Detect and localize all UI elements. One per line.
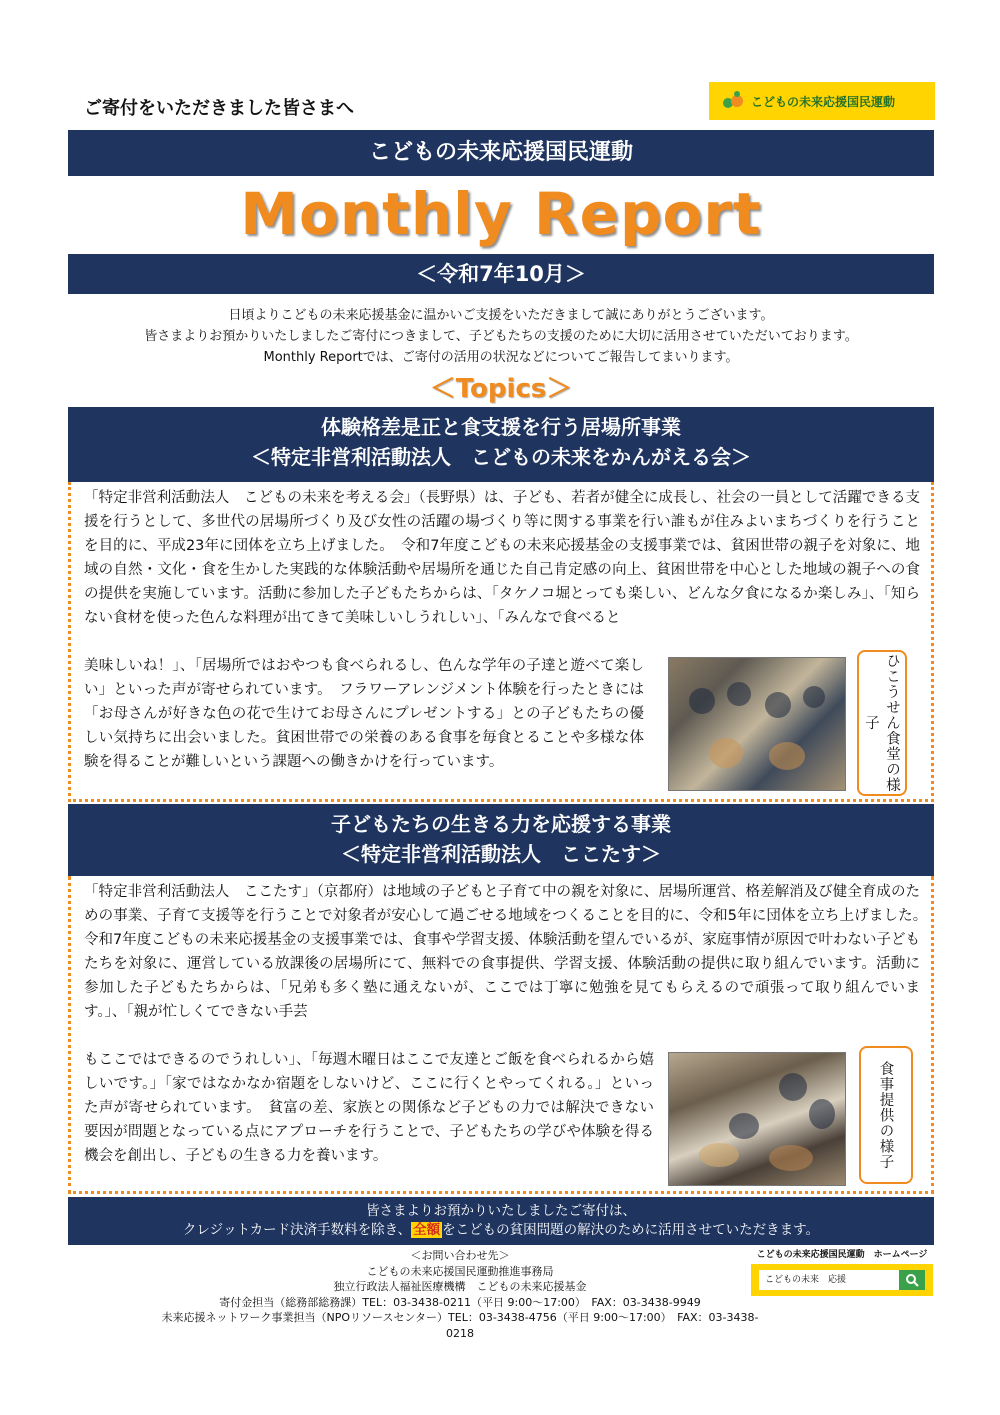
notice-text: クレジットカード決済手数料を除き、 <box>182 1222 412 1238</box>
donation-notice-bar <box>68 1197 934 1245</box>
greeting-heading: ご寄付をいただきました皆さまへ <box>84 98 354 119</box>
intro-text <box>68 305 934 368</box>
logo-icon <box>723 91 743 111</box>
section1-photo <box>668 657 846 791</box>
section2-photo <box>668 1052 846 1186</box>
contact-network-line: 未来応援ネットワーク事業担当（NPOリソースセンター）TEL：03-3438-4756（平日 9:00～17:00） FAX：03-3438-0218 <box>161 1311 759 1340</box>
logo-banner[interactable] <box>709 82 935 120</box>
homepage-label: こどもの未来応援国民運動 ホームページ <box>756 1250 928 1260</box>
section2-subtitle: ＜特定非営利活動法人 ここたす＞ <box>341 842 661 866</box>
section1-subtitle: ＜特定非営利活動法人 こどもの未来をかんがえる会＞ <box>251 445 751 469</box>
intro-line: 日頃よりこどもの未来応援基金に温かいご支援をいただきまして誠にありがとうございます。 <box>228 308 774 323</box>
highlight-full-amount: 全額 <box>413 1222 441 1238</box>
section2-header <box>68 804 934 876</box>
contact-org2: 独立行政法人福祉医療機構 こどもの未来応援基金 <box>333 1280 587 1293</box>
section2-body-bottom: もここではできるのでうれしい」、「毎週木曜日はここで友達とご飯を食べられるから嬉しいです。」「家ではなかなか宿題をしないけど、ここに行くとやってくれる。」といった声が寄せられています。 貧富の差、家族との関係など子どもの力では解決できない要因が問題となっている点にアプローチを行うことで、子どもたちの学びや体験を得る機会を創出し、子どもの生きる力を養います。 <box>84 1052 654 1164</box>
search-icon <box>905 1273 919 1287</box>
report-date-bar: ＜令和7年10月＞ <box>68 254 934 294</box>
contact-heading: ＜お問い合わせ先＞ <box>410 1249 510 1262</box>
logo-text: こどもの未来応援国民運動 <box>751 94 896 109</box>
contact-org1: こどもの未来応援国民運動推進事務局 <box>366 1264 554 1278</box>
intro-line: Monthly Reportでは、ご寄付の活用の状況などについてご報告してまいります。 <box>263 350 739 365</box>
section1-body-bottom: 美味しいね！」、「居場所ではおやつも食べられるし、色んな学年の子達と遊べて楽しい」といった声が寄せられています。 フラワーアレンジメント体験を行ったときには「お母さんが好きな色の花で生けてお母さんにプレゼントする」との子どもたちの優しい気持ちに出会いました。貧困世帯での栄養のある食事を毎食とることや多様な体験を得ることが難しいという課題への働きかけを行っています。 <box>84 658 644 770</box>
section2-title: 子どもたちの生きる力を応援する事業 <box>331 812 671 836</box>
section2-body-top: 「特定非営利活動法人 ここたす」（京都府）は地域の子どもと子育て中の親を対象に、居場所運営、格差解消及び健全育成のための事業、子育て支援等を行うことで対象者が安心して過ごせる地域をつくることを目的に、令和5年に団体を立ち上げました。 令和7年度こどもの未来応援基金の支援事業では、食事や学習支援、体験活動を望んでいるが、家庭事情が原因で叶わない子どもたちを対象に、運営している放課後の居場所にて、無料での食事提供、学習支援、体験活動の提供に取り組んでいます。活動に参加した子どもたちからは、「兄弟も多く塾に通えないが、ここでは丁寧に勉強を見てもらえるので頑張って取り組んでいます。」、「親が忙しくてできない手芸 <box>84 884 935 1020</box>
homepage-search-widget <box>751 1248 933 1296</box>
contact-info <box>160 1248 760 1341</box>
page-title: Monthly Report <box>240 180 762 248</box>
section1-body-top: 「特定非営利活動法人 こどもの未来を考える会」（長野県）は、子ども、若者が健全に成長し、社会の一員として活躍できる支援を行うとして、多世代の居場所づくり及び女性の活躍の場づくり等に関する事業を行い誰もが住みよいまちづくりを行うことを目的に、平成23年に団体を立ち上げました。 令和7年度こどもの未来応援基金の支援事業では、貧困世帯の親子を対象に、地域の自然・文化・食を生かした実践的な体験活動や居場所を通じた自己肯定感の向上、貧困世帯を中心とした地域の親子への食の提供を実施しています。活動に参加した子どもたちからは、「タケノコ堀とっても楽しい、どんな夕食になるか楽しみ」、「知らない食材を使った色んな料理が出てきて美味しいしうれしい」、「みんなで食べると <box>84 490 920 626</box>
topics-heading: ＜Topics＞ <box>429 374 573 404</box>
homepage-search-box[interactable] <box>751 1264 933 1296</box>
section1-header <box>68 407 934 482</box>
donation-notice-line1: 皆さまよりお預かりいたしましたご寄付は、 <box>366 1203 636 1219</box>
search-button[interactable] <box>899 1270 925 1290</box>
section1-title: 体験格差是正と食支援を行う居場所事業 <box>321 415 681 439</box>
contact-donation-line: 寄付金担当（総務部総務課）TEL：03-3438-0211（平日 9:00～17:00） FAX：03-3438-9949 <box>219 1295 701 1309</box>
org-name-bar: こどもの未来応援国民運動 <box>68 130 934 176</box>
homepage-search-field[interactable]: こどもの未来 応援 <box>759 1270 899 1290</box>
intro-line: 皆さまよりお預かりいたしましたご寄付につきまして、子どもたちの支援のために大切に活用させていただいております。 <box>144 329 858 344</box>
donation-notice-line2 <box>68 1221 934 1240</box>
section1-caption: ひこうせん食堂の様子 <box>857 650 907 796</box>
section2-caption: 食事提供の様子 <box>859 1046 913 1184</box>
notice-text: をこどもの貧困問題の解決のために活用させていただきます。 <box>442 1222 820 1238</box>
